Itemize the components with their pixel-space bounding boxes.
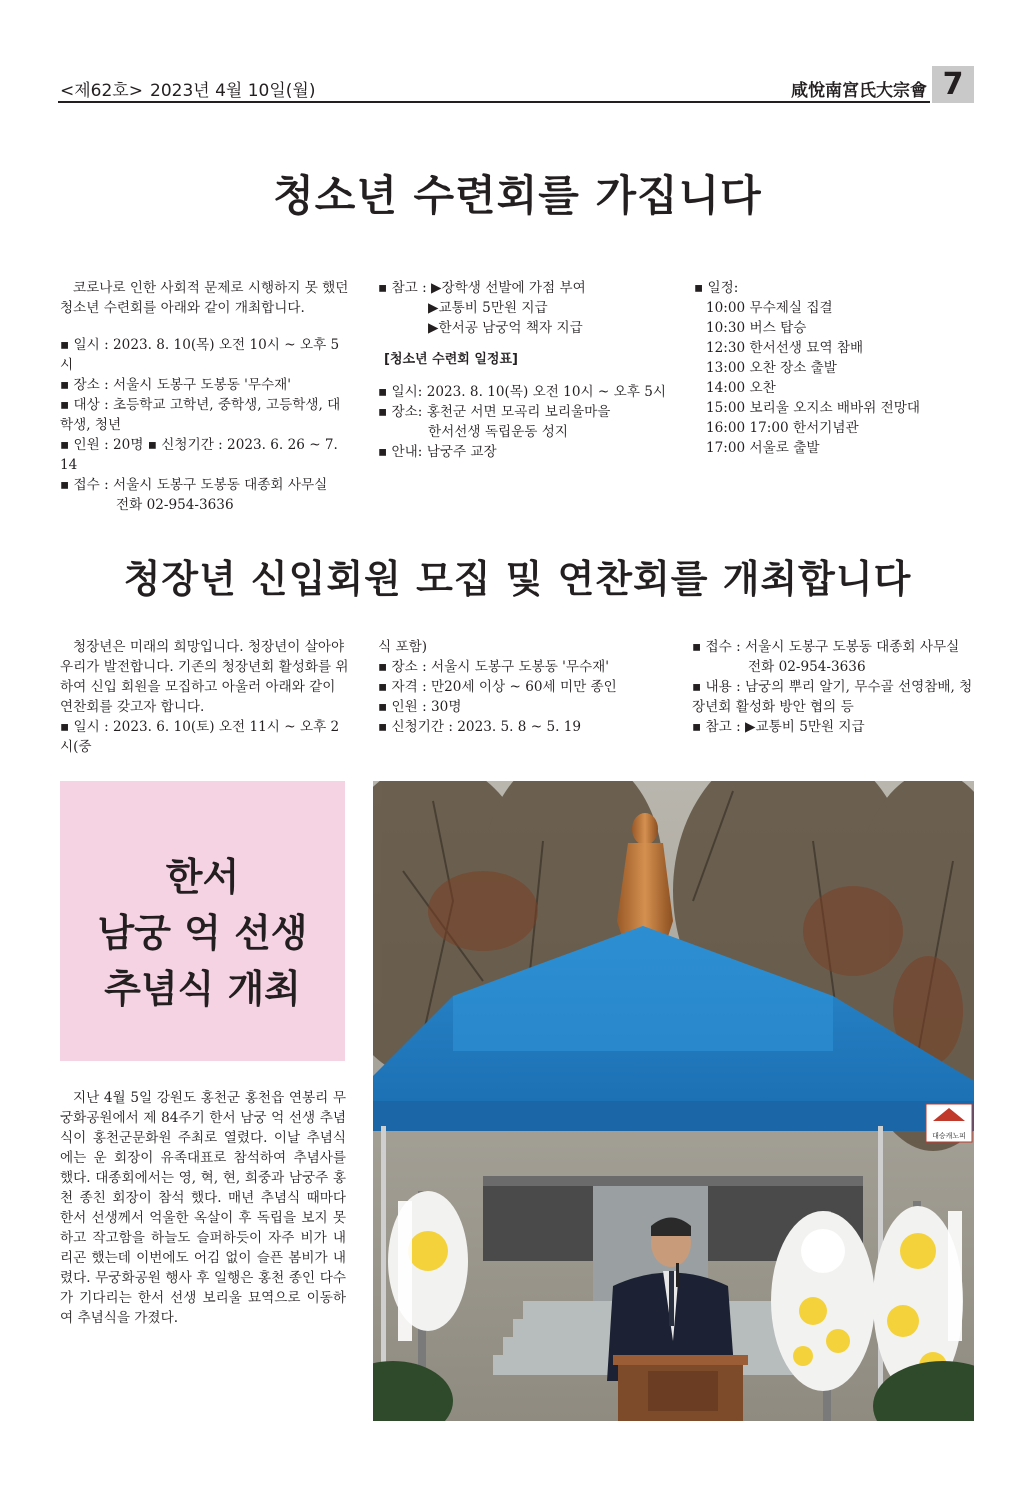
timetable-item: 14:00 오찬 xyxy=(706,380,776,396)
article1-schedule-place: ▪ 장소: 홍천군 서면 모곡리 보리울마을 xyxy=(378,404,611,420)
article1-schedule-place2: 한서선생 독립운동 성지 xyxy=(428,424,568,440)
header-rule xyxy=(58,101,930,103)
article2-title: 청장년 신입회원 모집 및 연찬회를 개최합니다 xyxy=(123,556,912,601)
article1-intro-line2: 청소년 수련회를 아래와 같이 개최합니다. xyxy=(60,300,305,316)
article3-title-line1: 한서 xyxy=(165,854,240,899)
timetable-item: 12:30 한서선생 묘역 참배 xyxy=(706,340,864,356)
article1-note-line1: ▪ 참고 : ▶장학생 선발에 가점 부여 xyxy=(378,280,586,296)
paper-name: 咸悅南宮氏大宗會 xyxy=(791,81,927,101)
article2-count-line: ▪ 인원 : 30명 xyxy=(378,699,462,715)
tent-sign-text: 대승캐노피 xyxy=(932,1132,966,1140)
article3-title-line3: 추념식 개최 xyxy=(104,966,301,1011)
timetable-item: 17:00 서울로 출발 xyxy=(706,440,820,456)
page-number: 7 xyxy=(932,66,974,103)
article2-phone-line: 전화 02-954-3636 xyxy=(748,659,866,675)
article3-body: 지난 4월 5일 강원도 홍천군 홍천읍 연봉리 무궁화공원에서 제 84주기 한서 남궁 억 선생 추념식이 홍천군문화원 주최로 열렸다. 이날 추념식에는 운 회장이 유족대표로 참석하여 추념사를 했다. 대종회에서는 영, 혁, 현, 희중과 남궁주 홍천 종친 회장이 참석 했다. 매년 추념식 때마다 한서 선생께서 억울한 옥살이 후 독립을 보지 못하고 작고함을 하늘도 슬퍼하듯이 자주 비가 내리곤 했는데 이번에도 어김 없이 슬픈 봄비가 내렸다. 무궁화공원 행사 후 일행은 홍천 종인 다수가 기다리는 한서 선생 보리울 묘역으로 이동하여 추념식을 가졌다. xyxy=(60,1090,346,1326)
article1-target-line: ▪ 대상 : 초등학교 고학년, 중학생, 고등학생, 대 xyxy=(60,397,341,413)
article2-col3 xyxy=(692,637,977,737)
timetable-item: 16:00 17:00 한서기념관 xyxy=(706,420,859,436)
article1-intro-line1: 코로나로 인한 사회적 문제로 시행하지 못 했던 xyxy=(73,280,349,296)
article1-col1 xyxy=(60,278,350,515)
article1-col3 xyxy=(694,278,974,458)
article3-title xyxy=(60,849,345,1017)
article2-period-line: ▪ 신청기간 : 2023. 5. 8 ~ 5. 19 xyxy=(378,719,582,735)
article2-line3: 하여 신입 회원을 모집하고 아울러 아래와 같이 xyxy=(60,679,336,695)
issue-date: 2023년 4월 10일(월) xyxy=(150,81,316,101)
article1-note-line3: ▶한서공 남궁억 책자 지급 xyxy=(428,320,583,336)
article1-col2 xyxy=(378,278,678,462)
article2-date-cont: 식 포함) xyxy=(378,639,428,655)
article1-timetable-label: ▪ 일정: xyxy=(694,280,739,296)
article1-schedule-title: [청소년 수련회 일정표] xyxy=(384,352,518,367)
timetable-item: 15:00 보리울 오지소 배바위 전망대 xyxy=(706,400,921,416)
article2-reception-line: ▪ 접수 : 서울시 도봉구 도봉동 대종회 사무실 xyxy=(692,639,960,655)
ceremony-illustration xyxy=(373,781,974,1421)
article2-qualify-line: ▪ 자격 : 만20세 이상 ~ 60세 미만 종인 xyxy=(378,679,617,695)
article3-title-line2: 남궁 억 선생 xyxy=(97,910,308,955)
article1-schedule-guide: ▪ 안내: 남궁주 교장 xyxy=(378,444,497,460)
article2-line2: 우리가 발전합니다. 기존의 청장년회 활성화를 위 xyxy=(60,659,349,675)
article2-note-line: ▪ 참고 : ▶교통비 5만원 지급 xyxy=(692,719,865,735)
article2-place-line: ▪ 장소 : 서울시 도봉구 도봉동 '무수재' xyxy=(378,659,610,675)
memorial-ceremony-photo xyxy=(373,781,974,1421)
article2-col1 xyxy=(60,637,350,757)
article2-col2 xyxy=(378,637,678,737)
timetable-item: 10:00 무수제실 집결 xyxy=(706,300,833,316)
article1-date-line: ▪ 일시 : 2023. 8. 10(목) 오전 10시 ~ 오후 5시 xyxy=(60,337,340,373)
article1-reception-line: ▪ 접수 : 서울시 도봉구 도봉동 대종회 사무실 xyxy=(60,477,328,493)
article2-content-line2: 장년회 활성화 방안 협의 등 xyxy=(692,699,854,715)
article1-target-line2: 학생, 청년 xyxy=(60,417,122,433)
timetable-item: 13:00 오찬 장소 출발 xyxy=(706,360,837,376)
issue-number: <제62호> xyxy=(60,81,143,101)
podium xyxy=(613,1355,748,1421)
article2-line4: 연찬회를 갖고자 합니다. xyxy=(60,699,205,715)
article1-place-line: ▪ 장소 : 서울시 도봉구 도봉동 '무수재' xyxy=(60,377,292,393)
article2-date-line: ▪ 일시 : 2023. 6. 10(토) 오전 11시 ~ 오후 2시(중 xyxy=(60,719,340,755)
article3-title-box xyxy=(60,781,345,1061)
article1-title: 청소년 수련회를 가집니다 xyxy=(273,171,762,220)
article1-count-line: ▪ 인원 : 20명 ▪ 신청기간 : 2023. 6. 26 ~ 7. 14 xyxy=(60,437,338,473)
article1-note-line2: ▶교통비 5만원 지급 xyxy=(428,300,548,316)
article1-schedule-date: ▪ 일시: 2023. 8. 10(목) 오전 10시 ~ 오후 5시 xyxy=(378,384,666,400)
article1-phone-line: 전화 02-954-3636 xyxy=(116,497,234,513)
article2-line1: 청장년은 미래의 희망입니다. 청장년이 살아야 xyxy=(73,639,345,655)
article2-content-line: ▪ 내용 : 남궁의 뿌리 알기, 무수골 선영참배, 청 xyxy=(692,679,973,695)
timetable-item: 10:30 버스 탑승 xyxy=(706,320,807,336)
